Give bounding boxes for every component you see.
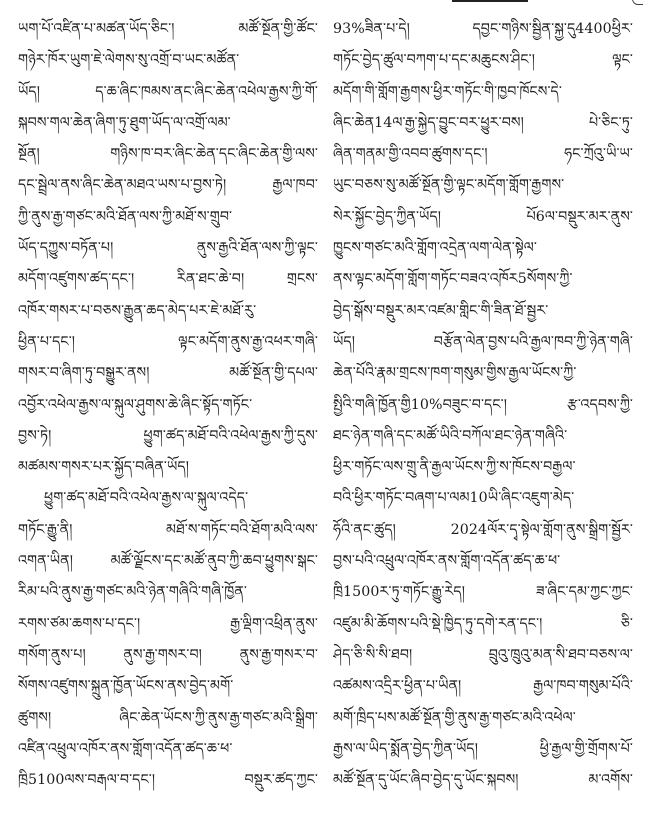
text-line: གཏོང་རྒྱུ་ནི། མཐོ་ས་གཏོང་བའི་ཐོག་མའི་ལས་ <box>18 521 318 538</box>
text-line: བྱེད་སྒོས་བསྡུར་མར་འཛམ་གླིང་གི་ཟིན་ཐོ་སྦྱར་ <box>333 302 549 319</box>
text-line: ཡུང་བཅས་སུ་མཚོ་སྔོན་གྱི་ལྟང་མདོག་གློག་རྒྱགས་ <box>333 177 565 194</box>
text-line: གཉེར་ཁོར་ཡུག་ཇེ་ལེགས་སུ་འགྲོ་བ་ཡང་མཚོན་ <box>18 52 240 69</box>
text-line: མཚོ་སྔོན་དུ་ཡོང་ཞིབ་བྱེད་དུ་ཡོང་སྐབས། མ་འགོས་ <box>333 772 633 789</box>
text-line: འཁོར་གསར་པ་བཅས་རྒྱུན་ཆད་མེད་པར་ཇེ་མཐོ་རུ་ <box>18 302 257 319</box>
text-line: དང་སྦྲེལ་ནས་ཞིང་ཆེན་མཐའ་ཡས་པ་བྱས་ཏེ། རྒྱལ་ཁབ་ <box>18 177 318 194</box>
text-line: རྒྱས་ལ་ཡིད་སྨོན་བྱེད་ཀྱིན་ཡོད། ཕྱི་རྒྱལ་གྱི་གྲོགས་པོ་ <box>333 740 633 757</box>
text-line: ཡོད། བརྩོན་ལེན་བྱས་པའི་རྒྱལ་ཁབ་ཀྱི་ཉེན་གཞི་ <box>333 333 633 350</box>
text-line: ཁྲི1500ར་ཏུ་གཏོང་རྒྱུ་རེད། ཟ་ཞིང་དམ་ཀྱང་ཀྱང་ <box>333 584 633 601</box>
text-line: འཛུམ་མི་ཆོགས་པའི་སྡེ་ཁྱིད་ཏུ་དགེ་རན་དང་། ཅི་ <box>333 615 633 632</box>
text-line: ཁྲི5100ལས་བརྒལ་བ་དང་། བསྡུར་ཚད་ཀྱང་ <box>18 772 318 789</box>
text-line: བྱས་པའི་འཕྲུལ་འཁོར་ནས་གློག་འདོན་ཚད་ཆ་ཕ་ <box>333 553 561 570</box>
text-line: བྱས་ཏེ། ཕྱུག་ཚད་མཐོ་བའི་འཕེལ་རྒྱས་ཀྱི་དུས་ <box>18 427 318 444</box>
text-line: ཕྱིར་གཏོང་ལས་གྲུ་ནི་རྒྱལ་ཡོངས་ཀྱི་ས་ཁོངས་བརྒྱལ་ <box>333 459 576 476</box>
paragraph-last-line: མཚམས་གསར་པར་སྐྱོད་བཞིན་ཡོད། <box>18 459 189 476</box>
text-line: ཡོད། ད་ཆ་ཞིང་ཁམས་ནང་ཞིང་ཆེན་འཕེལ་རྒྱས་ཀྱི་གོ་ <box>18 83 318 100</box>
text-line: སེར་སྐྱོང་བྱེད་ཀྱིན་ཡོད། པོ6ལ་བསྡུར་མར་ནུས་ <box>333 208 633 225</box>
text-line: ཆེན་པོའི་རྣམ་གྲངས་ཁག་གསུམ་གྱིས་རྒྱལ་ཡོངས་ཀྱི་ <box>333 365 577 382</box>
text-line: ཞིང་ཆེན14ལ་རྒྱ་སྐྱེད་བྱུང་བར་ཕྱུར་བས། པེ་ཅིང་ཏུ་ <box>333 114 633 131</box>
text-line: ཐང་ཉེན་གཞི་དང་མཚོ་ཡིའི་བཀོལ་ཐང་ཉེན་གཞིའི་ <box>333 427 568 444</box>
text-line: འཛིན་འཕྲུལ་འཁོར་ནས་གློག་འདོན་ཚད་ཆ་ཕ་ <box>18 740 233 757</box>
text-line: སོགས་འཛུགས་སྐྲུན་ཁྱོན་ཡོངས་ནས་བྱེད་མགོ་ <box>18 678 234 695</box>
text-line: འབྱོར་འཕེལ་རྒྱས་ལ་སྐུལ་ཤུགས་ཆེ་ཞིང་སྟོད་གཏོང་ <box>18 396 253 413</box>
text-line: གཏོང་བྱེད་ཚུལ་བཀག་པ་དང་མཆུངས་ཤིང་། ལྟང་ <box>333 52 633 69</box>
text-line: གསར་བ་ཞིག་ཏུ་བསྒྱུར་ནས། མཚོ་སྔོན་གྱི་དཔལ་ <box>18 365 318 382</box>
text-line: སྐབས་གལ་ཆེན་ཞིག་ཏུ་ཐུག་ཡོད་ལ་འགྲོ་ལམ་ <box>18 114 231 131</box>
paragraph-first-line: ཕྱུག་ཚད་མཐོ་བའི་འཕེལ་རྒྱས་ལ་སྐུལ་འདེད་ <box>44 490 249 507</box>
text-line: ཞིན་གནམ་གྱི་འབབ་ཚུགས་དང་། ཧང་ཀྲོའུ་ཡི་ཡ་ <box>333 146 633 163</box>
header-rule <box>452 0 528 2</box>
text-line: ཡག་པོ་འཛིན་པ་མཚན་ཡོད་ཅིང་། མཚོ་སྔོན་གྱི་ཚོང་ <box>18 21 318 37</box>
text-line: སྔོན། གཉིས་ཁ་བར་ཞིང་ཆེན་དང་ཞིང་ཆེན་གྱི་ལས་ <box>18 146 318 163</box>
text-line: སྤྱིའི་གཞི་ཁྱོན་གྱི10%བཟུང་བ་དང་། རྩ་འདབས་ཀྱི་ <box>333 396 633 413</box>
text-line: ཁྱུངས་གཙང་མའི་གློག་འདྲེན་ལག་ལེན་སྟེལ་ <box>333 240 538 257</box>
text-line: འཚམས་འདྲིར་ཕྱིན་པ་ཡིན། རྒྱལ་ཁབ་གསུམ་པོའི་ <box>333 678 633 695</box>
left-column <box>18 14 318 824</box>
text-line: ཡོད་དཀྱུས་བཏོན་པ། ནུས་རྒྱའི་ཐོན་ལས་ཀྱི་ལྟང་ <box>18 240 318 257</box>
text-line: ཤེད་ཅི་སི་སི་ཐབ། བྲུའུ་ཁྲུའུ་མན་སི་ཐབ་བཅས་ལ་ <box>333 646 633 663</box>
text-line: ཀྱི་ནུས་རྒྱ་གཙང་མའི་ཐོན་ལས་ཀྱི་མཐོ་ས་གྲུབ་ <box>18 208 233 225</box>
text-line: ཧོའི་ནང་ཚུད། 2024ལོར་དྭ་སྟེལ་གློག་ནུས་སྒྲིག་སྦྱོར་ <box>333 521 633 538</box>
right-column <box>333 14 633 824</box>
page-corner-mark <box>632 0 643 5</box>
text-line: མདོག་འཛུགས་ཚད་དང་། རིན་ཐང་ཆེ་བ། གྲངས་ <box>18 271 318 288</box>
text-line: གསོག་ནུས་པ། ནུས་རྒྱ་གསར་བ། ནུས་རྒྱ་གསར་བ་ <box>18 646 318 663</box>
text-line: ཕྱིན་པ་དང་། ལྟང་མདོག་ནུས་རྒྱ་འཕར་གཞི་ <box>18 333 318 350</box>
text-line: ནས་ལྟང་མདོག་གློག་གཏོང་བཟའ་འཁོར5སོགས་ཀྱི་ <box>333 271 573 288</box>
text-line: ཚུགས། ཞིང་ཆེན་ཡོངས་ཀྱི་ནུས་རྒྱ་གཙང་མའི་སྒྲིག་ <box>18 709 318 726</box>
text-line: བའི་ཕྱིར་གཏོང་བཞག་པ་ལམ10ཡི་ཞིང་འཇུག་མེད་ <box>333 490 575 507</box>
text-line: རགས་ཙམ་ཆགས་པ་དང་། རྒྱ་ལྡིག་འཕྲིན་ནུས་ <box>18 615 318 632</box>
text-line: རིམ་པའི་ནུས་རྒྱ་གཙང་མའི་ཉེན་གཞིའི་གཞི་ཁྱོན་ <box>18 584 247 601</box>
text-line: མགོ་ཁྲིད་པས་མཚོ་སྔོན་གྱི་ནུས་རྒྱ་གཙང་མའི་འཕེལ་ <box>333 709 576 726</box>
text-line: 93%ཟིན་པ་དེ། དབྱང་གཉིས་སྦྱིན་སྐྱ་དུ4400ཕྱིར་ <box>333 21 633 37</box>
text-line: འགན་ཡིན། མཚོ་ལྗོངས་དང་མཚོ་ནུབ་ཀྱི་ཆབ་ཕྱུགས་སྒང་ <box>18 553 318 570</box>
text-line: མདོག་གི་གློག་རྒྱགས་ཕྱིར་གཏོང་གི་ཁྱབ་ཁོངས་དེ་ <box>333 83 562 100</box>
